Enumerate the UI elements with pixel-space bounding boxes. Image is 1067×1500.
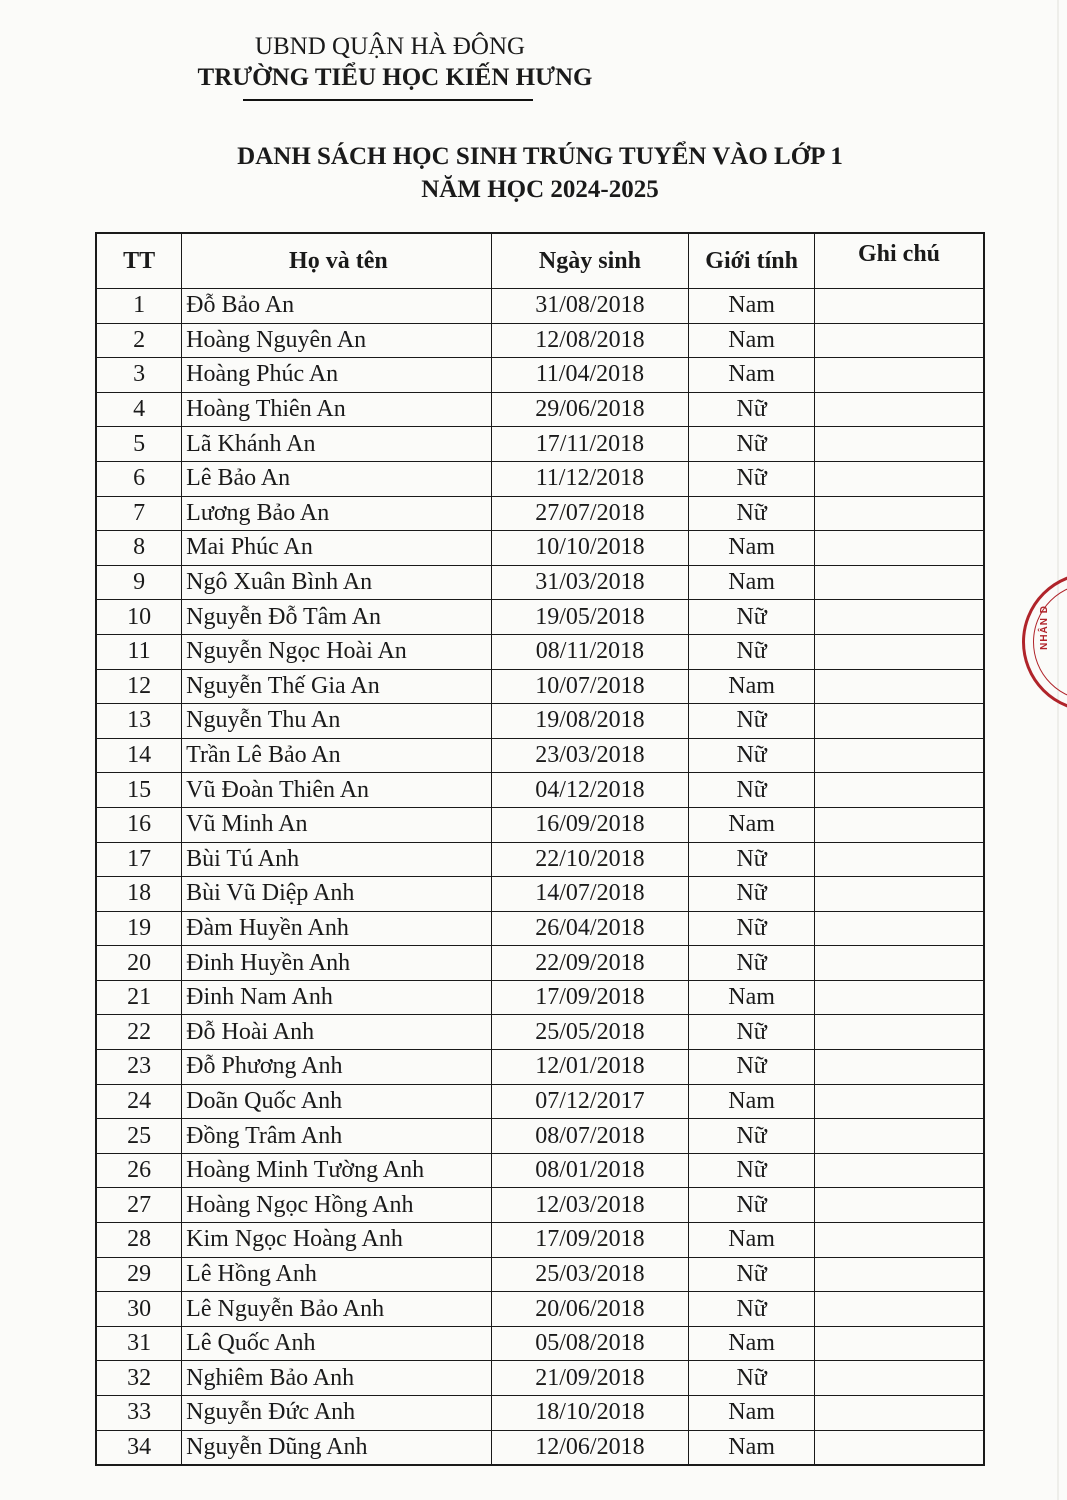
gender-cell: Nữ xyxy=(689,600,815,635)
birth-date-cell: 08/07/2018 xyxy=(491,1119,689,1154)
row-number-cell: 25 xyxy=(96,1119,182,1154)
note-cell xyxy=(815,600,985,635)
table-row xyxy=(96,392,984,427)
gender-cell: Nam xyxy=(689,323,815,358)
student-name-cell: Hoàng Minh Tường Anh xyxy=(182,1153,491,1188)
student-name-cell: Đinh Huyền Anh xyxy=(182,946,491,981)
gender-cell: Nam xyxy=(689,1223,815,1258)
birth-date-cell: 19/08/2018 xyxy=(491,704,689,739)
birth-date-cell: 22/09/2018 xyxy=(491,946,689,981)
table-row xyxy=(96,773,984,808)
student-name-cell: Bùi Vũ Diệp Anh xyxy=(182,877,491,912)
birth-date-cell: 11/04/2018 xyxy=(491,358,689,393)
student-name-cell: Lê Bảo An xyxy=(182,461,491,496)
birth-date-cell: 29/06/2018 xyxy=(491,392,689,427)
birth-date-cell: 31/08/2018 xyxy=(491,289,689,324)
student-name-cell: Nghiêm Bảo Anh xyxy=(182,1361,491,1396)
student-name-cell: Đinh Nam Anh xyxy=(182,980,491,1015)
row-number-cell: 6 xyxy=(96,461,182,496)
gender-cell: Nữ xyxy=(689,911,815,946)
gender-cell: Nữ xyxy=(689,634,815,669)
gender-cell: Nữ xyxy=(689,1292,815,1327)
row-number-cell: 9 xyxy=(96,565,182,600)
birth-date-cell: 19/05/2018 xyxy=(491,600,689,635)
gender-cell: Nam xyxy=(689,289,815,324)
note-cell xyxy=(815,1188,985,1223)
note-cell xyxy=(815,911,985,946)
row-number-cell: 31 xyxy=(96,1326,182,1361)
student-roster-table xyxy=(95,232,985,1466)
note-cell xyxy=(815,496,985,531)
student-name-cell: Lê Quốc Anh xyxy=(182,1326,491,1361)
table-row xyxy=(96,877,984,912)
note-cell xyxy=(815,565,985,600)
birth-date-cell: 07/12/2017 xyxy=(491,1084,689,1119)
gender-cell: Nữ xyxy=(689,1050,815,1085)
table-row xyxy=(96,1326,984,1361)
note-cell xyxy=(815,704,985,739)
student-name-cell: Bùi Tú Anh xyxy=(182,842,491,877)
note-cell xyxy=(815,1430,985,1465)
row-number-cell: 30 xyxy=(96,1292,182,1327)
note-cell xyxy=(815,1292,985,1327)
birth-date-cell: 08/11/2018 xyxy=(491,634,689,669)
table-row xyxy=(96,842,984,877)
birth-date-cell: 21/09/2018 xyxy=(491,1361,689,1396)
birth-date-cell: 18/10/2018 xyxy=(491,1396,689,1431)
header-underline xyxy=(243,99,533,101)
student-name-cell: Nguyễn Đức Anh xyxy=(182,1396,491,1431)
student-name-cell: Nguyễn Ngọc Hoài An xyxy=(182,634,491,669)
table-row xyxy=(96,565,984,600)
column-header-sex: Giới tính xyxy=(689,233,815,289)
note-cell xyxy=(815,323,985,358)
student-name-cell: Nguyễn Thế Gia An xyxy=(182,669,491,704)
student-name-cell: Hoàng Thiên An xyxy=(182,392,491,427)
official-stamp xyxy=(1022,572,1067,712)
row-number-cell: 23 xyxy=(96,1050,182,1085)
row-number-cell: 13 xyxy=(96,704,182,739)
student-name-cell: Ngô Xuân Bình An xyxy=(182,565,491,600)
row-number-cell: 27 xyxy=(96,1188,182,1223)
note-cell xyxy=(815,1223,985,1258)
birth-date-cell: 17/09/2018 xyxy=(491,1223,689,1258)
row-number-cell: 32 xyxy=(96,1361,182,1396)
table-row xyxy=(96,1361,984,1396)
birth-date-cell: 25/03/2018 xyxy=(491,1257,689,1292)
note-cell xyxy=(815,1326,985,1361)
row-number-cell: 3 xyxy=(96,358,182,393)
table-row xyxy=(96,531,984,566)
student-name-cell: Kim Ngọc Hoàng Anh xyxy=(182,1223,491,1258)
row-number-cell: 33 xyxy=(96,1396,182,1431)
student-name-cell: Đàm Huyền Anh xyxy=(182,911,491,946)
gender-cell: Nữ xyxy=(689,1361,815,1396)
gender-cell: Nam xyxy=(689,669,815,704)
row-number-cell: 1 xyxy=(96,289,182,324)
table-row xyxy=(96,1188,984,1223)
birth-date-cell: 25/05/2018 xyxy=(491,1015,689,1050)
birth-date-cell: 20/06/2018 xyxy=(491,1292,689,1327)
birth-date-cell: 26/04/2018 xyxy=(491,911,689,946)
table-row xyxy=(96,1223,984,1258)
column-header-dob: Ngày sinh xyxy=(491,233,689,289)
student-name-cell: Lê Hồng Anh xyxy=(182,1257,491,1292)
table-row xyxy=(96,1015,984,1050)
row-number-cell: 21 xyxy=(96,980,182,1015)
table-row xyxy=(96,1119,984,1154)
student-name-cell: Hoàng Phúc An xyxy=(182,358,491,393)
row-number-cell: 19 xyxy=(96,911,182,946)
birth-date-cell: 16/09/2018 xyxy=(491,807,689,842)
row-number-cell: 34 xyxy=(96,1430,182,1465)
row-number-cell: 15 xyxy=(96,773,182,808)
note-cell xyxy=(815,738,985,773)
student-name-cell: Nguyễn Dũng Anh xyxy=(182,1430,491,1465)
table-row xyxy=(96,704,984,739)
note-cell xyxy=(815,842,985,877)
birth-date-cell: 31/03/2018 xyxy=(491,565,689,600)
row-number-cell: 7 xyxy=(96,496,182,531)
student-name-cell: Đỗ Phương Anh xyxy=(182,1050,491,1085)
gender-cell: Nữ xyxy=(689,1188,815,1223)
note-cell xyxy=(815,1257,985,1292)
table-row xyxy=(96,980,984,1015)
row-number-cell: 20 xyxy=(96,946,182,981)
student-name-cell: Trần Lê Bảo An xyxy=(182,738,491,773)
birth-date-cell: 04/12/2018 xyxy=(491,773,689,808)
row-number-cell: 11 xyxy=(96,634,182,669)
gender-cell: Nữ xyxy=(689,704,815,739)
student-name-cell: Doãn Quốc Anh xyxy=(182,1084,491,1119)
column-header-tt: TT xyxy=(96,233,182,289)
birth-date-cell: 11/12/2018 xyxy=(491,461,689,496)
note-cell xyxy=(815,392,985,427)
student-name-cell: Lương Bảo An xyxy=(182,496,491,531)
table-row xyxy=(96,427,984,462)
student-name-cell: Lã Khánh An xyxy=(182,427,491,462)
table-row xyxy=(96,946,984,981)
row-number-cell: 16 xyxy=(96,807,182,842)
note-cell xyxy=(815,1050,985,1085)
gender-cell: Nữ xyxy=(689,877,815,912)
birth-date-cell: 10/07/2018 xyxy=(491,669,689,704)
row-number-cell: 2 xyxy=(96,323,182,358)
table-row xyxy=(96,1430,984,1465)
gender-cell: Nữ xyxy=(689,1257,815,1292)
note-cell xyxy=(815,1084,985,1119)
table-row xyxy=(96,634,984,669)
school-name: TRƯỜNG TIỂU HỌC KIẾN HƯNG xyxy=(197,64,593,91)
document-title xyxy=(180,140,900,206)
note-cell xyxy=(815,427,985,462)
table-row xyxy=(96,807,984,842)
page-edge xyxy=(1057,0,1059,1500)
note-cell xyxy=(815,358,985,393)
gender-cell: Nam xyxy=(689,1084,815,1119)
birth-date-cell: 10/10/2018 xyxy=(491,531,689,566)
row-number-cell: 4 xyxy=(96,392,182,427)
note-cell xyxy=(815,1153,985,1188)
gender-cell: Nam xyxy=(689,358,815,393)
birth-date-cell: 12/08/2018 xyxy=(491,323,689,358)
note-cell xyxy=(815,773,985,808)
gender-cell: Nữ xyxy=(689,842,815,877)
note-cell xyxy=(815,1396,985,1431)
gender-cell: Nữ xyxy=(689,1119,815,1154)
organization-header xyxy=(195,32,595,94)
row-number-cell: 28 xyxy=(96,1223,182,1258)
note-cell xyxy=(815,877,985,912)
table-row xyxy=(96,323,984,358)
stamp-text: NHÂN D xyxy=(1039,605,1050,650)
birth-date-cell: 27/07/2018 xyxy=(491,496,689,531)
table-row xyxy=(96,600,984,635)
table-row xyxy=(96,496,984,531)
authority-name: UBND QUẬN HÀ ĐÔNG xyxy=(254,33,526,60)
title-line-1: DANH SÁCH HỌC SINH TRÚNG TUYỂN VÀO LỚP 1 xyxy=(237,143,843,170)
student-name-cell: Mai Phúc An xyxy=(182,531,491,566)
student-name-cell: Hoàng Nguyên An xyxy=(182,323,491,358)
birth-date-cell: 08/01/2018 xyxy=(491,1153,689,1188)
note-cell xyxy=(815,980,985,1015)
table-body xyxy=(96,289,984,1466)
table-row xyxy=(96,1153,984,1188)
gender-cell: Nữ xyxy=(689,773,815,808)
gender-cell: Nữ xyxy=(689,461,815,496)
table-row xyxy=(96,669,984,704)
note-cell xyxy=(815,946,985,981)
note-cell xyxy=(815,634,985,669)
table-row xyxy=(96,1257,984,1292)
birth-date-cell: 23/03/2018 xyxy=(491,738,689,773)
student-name-cell: Vũ Đoàn Thiên An xyxy=(182,773,491,808)
row-number-cell: 14 xyxy=(96,738,182,773)
student-name-cell: Vũ Minh An xyxy=(182,807,491,842)
table-row xyxy=(96,1084,984,1119)
column-header-name: Họ và tên xyxy=(182,233,491,289)
gender-cell: Nữ xyxy=(689,1153,815,1188)
student-name-cell: Nguyễn Đỗ Tâm An xyxy=(182,600,491,635)
student-name-cell: Nguyễn Thu An xyxy=(182,704,491,739)
note-cell xyxy=(815,807,985,842)
student-name-cell: Đồng Trâm Anh xyxy=(182,1119,491,1154)
birth-date-cell: 12/06/2018 xyxy=(491,1430,689,1465)
title-line-2: NĂM HỌC 2024-2025 xyxy=(421,176,659,203)
table-row xyxy=(96,1396,984,1431)
note-cell xyxy=(815,289,985,324)
row-number-cell: 26 xyxy=(96,1153,182,1188)
birth-date-cell: 22/10/2018 xyxy=(491,842,689,877)
note-cell xyxy=(815,669,985,704)
table-row xyxy=(96,289,984,324)
note-cell xyxy=(815,1119,985,1154)
table-row xyxy=(96,1292,984,1327)
gender-cell: Nữ xyxy=(689,427,815,462)
note-cell xyxy=(815,461,985,496)
gender-cell: Nữ xyxy=(689,1015,815,1050)
note-cell xyxy=(815,1361,985,1396)
table-row xyxy=(96,358,984,393)
row-number-cell: 12 xyxy=(96,669,182,704)
gender-cell: Nam xyxy=(689,807,815,842)
gender-cell: Nữ xyxy=(689,946,815,981)
gender-cell: Nữ xyxy=(689,392,815,427)
row-number-cell: 5 xyxy=(96,427,182,462)
row-number-cell: 29 xyxy=(96,1257,182,1292)
table-row xyxy=(96,911,984,946)
gender-cell: Nam xyxy=(689,980,815,1015)
gender-cell: Nam xyxy=(689,1396,815,1431)
gender-cell: Nam xyxy=(689,1430,815,1465)
student-name-cell: Đỗ Hoài Anh xyxy=(182,1015,491,1050)
row-number-cell: 17 xyxy=(96,842,182,877)
column-header-note: Ghi chú xyxy=(815,233,985,289)
row-number-cell: 10 xyxy=(96,600,182,635)
row-number-cell: 8 xyxy=(96,531,182,566)
birth-date-cell: 17/11/2018 xyxy=(491,427,689,462)
gender-cell: Nữ xyxy=(689,496,815,531)
table-header-row xyxy=(96,233,984,289)
table-row xyxy=(96,461,984,496)
birth-date-cell: 17/09/2018 xyxy=(491,980,689,1015)
row-number-cell: 18 xyxy=(96,877,182,912)
gender-cell: Nữ xyxy=(689,738,815,773)
student-name-cell: Lê Nguyễn Bảo Anh xyxy=(182,1292,491,1327)
birth-date-cell: 14/07/2018 xyxy=(491,877,689,912)
row-number-cell: 24 xyxy=(96,1084,182,1119)
row-number-cell: 22 xyxy=(96,1015,182,1050)
table-row xyxy=(96,1050,984,1085)
gender-cell: Nam xyxy=(689,565,815,600)
student-name-cell: Hoàng Ngọc Hồng Anh xyxy=(182,1188,491,1223)
student-name-cell: Đỗ Bảo An xyxy=(182,289,491,324)
gender-cell: Nam xyxy=(689,531,815,566)
gender-cell: Nam xyxy=(689,1326,815,1361)
birth-date-cell: 12/01/2018 xyxy=(491,1050,689,1085)
birth-date-cell: 05/08/2018 xyxy=(491,1326,689,1361)
note-cell xyxy=(815,1015,985,1050)
birth-date-cell: 12/03/2018 xyxy=(491,1188,689,1223)
table-row xyxy=(96,738,984,773)
note-cell xyxy=(815,531,985,566)
